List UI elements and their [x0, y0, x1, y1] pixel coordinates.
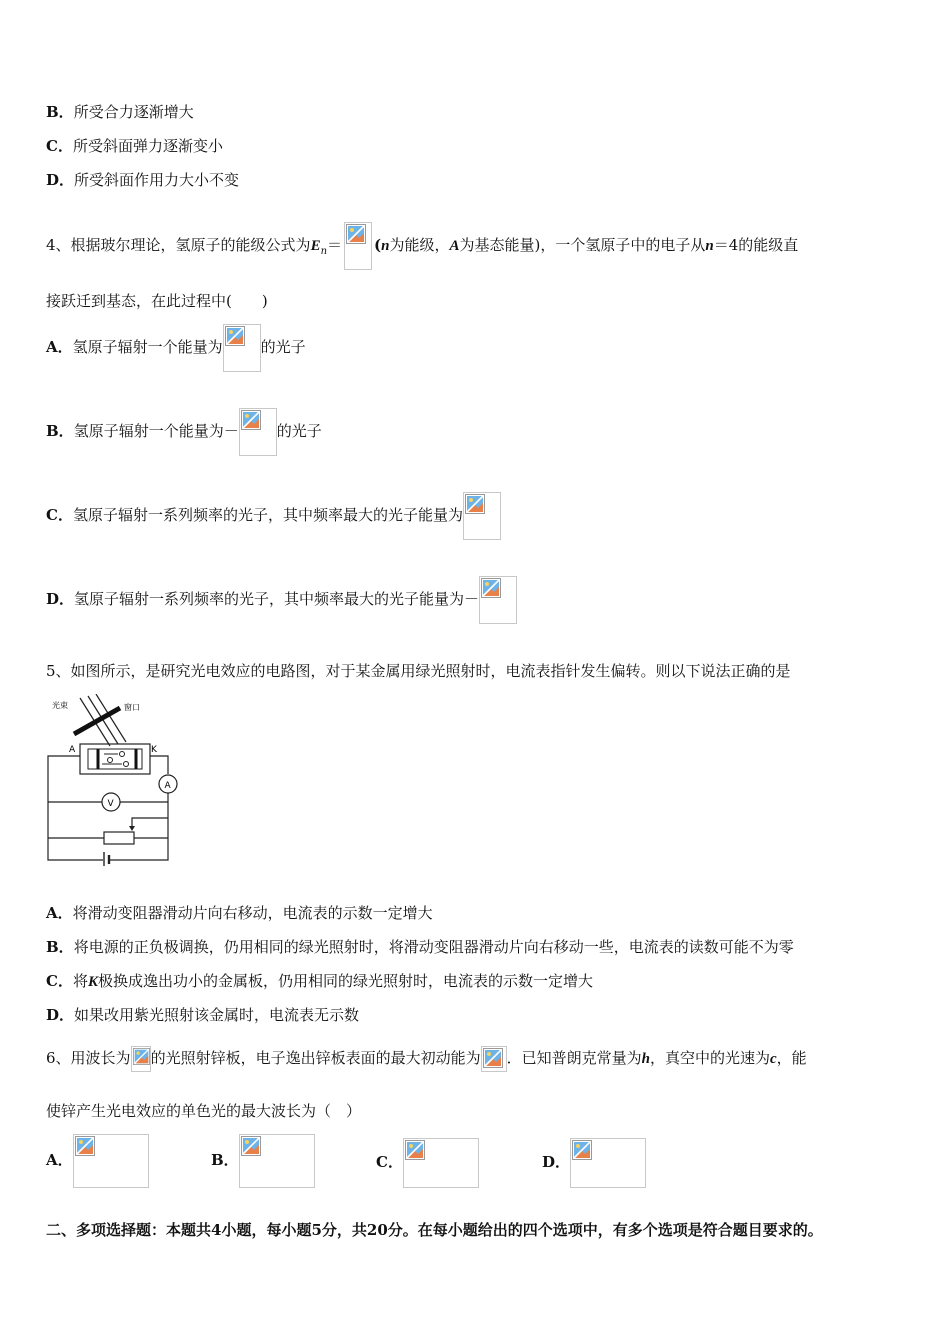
q4-stem-line2: 接跃迁到基态，在此过程中( ): [46, 292, 268, 310]
option-text: 所受斜面弹力逐渐变小: [72, 137, 223, 155]
option-text: 如果改用紫光照射该金属时，电流表无示数: [74, 1006, 360, 1024]
formula-image-placeholder: [131, 1046, 151, 1072]
option-text: 氢原子辐射一个能量为: [72, 338, 223, 356]
q5-text: 如图所示，是研究光电效应的电路图，对于某金属用绿光照射时，电流表指针发生偏转。则以下说法正确的是: [70, 662, 791, 680]
option-text: 将滑动变阻器滑动片向右移动，电流表的示数一定增大: [72, 904, 433, 922]
q6-stem-line1: [46, 1040, 807, 1077]
var-c: c: [769, 1051, 777, 1067]
label-a: A: [69, 745, 76, 755]
formula-image-placeholder: [239, 1134, 315, 1188]
broken-image-icon: [483, 1048, 503, 1068]
option-text: 将: [72, 972, 88, 990]
option-label: B．: [46, 103, 74, 121]
section-heading: 二、多项选择题：本题共4小题，每小题5分，共20分。在每小题给出的四个选项中，有多个选项是符合题目要求的。: [46, 1221, 823, 1239]
q5-option-a: [46, 903, 433, 923]
var-n: n: [381, 238, 390, 254]
option-label: B．: [211, 1151, 239, 1169]
q6-option-d: [542, 1136, 646, 1188]
prev-option-b: [46, 102, 194, 122]
prev-option-d: [46, 170, 239, 190]
broken-image-icon: [133, 1048, 150, 1065]
broken-image-icon: [572, 1140, 592, 1160]
option-label: D．: [46, 590, 75, 608]
electron: [124, 762, 129, 767]
q6-option-b: [211, 1132, 315, 1188]
electron: [108, 758, 113, 763]
option-label: D．: [46, 1006, 75, 1024]
slider-arrow: [129, 826, 135, 831]
slider-wire: [132, 818, 168, 826]
option-label: B．: [46, 422, 74, 440]
question-number: 5、: [46, 662, 71, 680]
wire-right: [150, 756, 168, 774]
question-number: 6、: [46, 1049, 71, 1067]
q6-option-a: [46, 1132, 149, 1188]
option-text: 将电源的正负极调换，仍用相同的绿光照射时，将滑动变阻器滑动片向右移动一些，电流表的读数可能不为零: [73, 938, 794, 956]
q6-text-a: 用波长为: [70, 1049, 131, 1067]
option-text: 氢原子辐射一系列频率的光子，其中频率最大的光子能量为: [72, 506, 463, 524]
rheostat: [104, 832, 134, 844]
var-e: E: [310, 238, 321, 254]
broken-image-icon: [405, 1140, 425, 1160]
option-text: 极换成逸出功小的金属板，仍用相同的绿光照射时，电流表的示数一定增大: [97, 972, 593, 990]
option-text-after: 的光子: [260, 338, 306, 356]
formula-image-placeholder: [344, 222, 372, 270]
option-label: D．: [46, 171, 75, 189]
formula-image-placeholder: [463, 492, 501, 540]
question-number: 4、: [46, 236, 71, 254]
var-n2: n: [705, 238, 714, 254]
q5-option-b: [46, 937, 794, 957]
formula-image-placeholder: [73, 1134, 149, 1188]
broken-image-icon: [225, 326, 245, 346]
option-label: A．: [46, 904, 73, 922]
q6-text-c: ．已知普朗克常量为: [506, 1049, 642, 1067]
option-text: 氢原子辐射一个能量为－: [73, 422, 239, 440]
q4-text-c: 为基态能量)，一个氢原子中的电子从: [459, 236, 706, 254]
option-text: 所受斜面作用力大小不变: [74, 171, 240, 189]
option-text: 氢原子辐射一系列频率的光子，其中频率最大的光子能量为－: [74, 590, 480, 608]
label-k: K: [151, 745, 157, 755]
formula-image-placeholder: [223, 324, 261, 372]
q6-text-b: 的光照射锌板，电子逸出锌板表面的最大初动能为: [150, 1049, 481, 1067]
option-label: A．: [46, 1151, 73, 1169]
q4-option-a: [46, 322, 306, 372]
paren-open: (: [374, 236, 382, 254]
q4-text-d: ＝4的能级直: [713, 236, 799, 254]
option-label: C．: [46, 972, 73, 990]
q6-text-e: ，能: [776, 1049, 807, 1067]
option-label: B．: [46, 938, 74, 956]
option-label: C．: [46, 506, 73, 524]
formula-image-placeholder: [403, 1138, 479, 1188]
var-h: h: [641, 1051, 650, 1067]
ammeter-label: A: [164, 781, 171, 791]
electron: [120, 752, 125, 757]
q4-text-a: 根据玻尔理论，氢原子的能级公式为: [70, 236, 311, 254]
broken-image-icon: [481, 578, 501, 598]
q6-text-d: ，真空中的光速为: [649, 1049, 770, 1067]
q4-text-b: 为能级，: [389, 236, 450, 254]
broken-image-icon: [465, 494, 485, 514]
q4-stem-line1: [46, 222, 798, 270]
broken-image-icon: [241, 1136, 261, 1156]
equals-sign: ＝: [327, 236, 343, 254]
option-label: A．: [46, 338, 73, 356]
label-light-beam: 光束: [52, 701, 68, 710]
var-a: A: [449, 238, 460, 254]
q4-option-d: [46, 574, 517, 624]
q6-stem-line2: 使锌产生光电效应的单色光的最大波长为（ ）: [46, 1102, 362, 1120]
tube-inner: [88, 749, 142, 769]
option-label: C．: [46, 137, 73, 155]
formula-image-placeholder: [481, 1046, 507, 1072]
formula-image-placeholder: [239, 408, 277, 456]
q5-stem: [46, 661, 791, 681]
option-text: 所受合力逐渐增大: [73, 103, 194, 121]
broken-image-icon: [346, 224, 366, 244]
var-k: K: [87, 974, 98, 990]
option-label: C．: [376, 1153, 403, 1171]
q4-option-b: [46, 406, 322, 456]
broken-image-icon: [241, 410, 261, 430]
photoelectric-circuit-diagram: [44, 694, 184, 866]
q4-option-c: [46, 490, 501, 540]
option-text-after: 的光子: [276, 422, 322, 440]
q5-option-c: [46, 971, 593, 992]
sub-n: n: [320, 246, 328, 257]
formula-image-placeholder: [570, 1138, 646, 1188]
broken-image-icon: [75, 1136, 95, 1156]
formula-image-placeholder: [479, 576, 517, 624]
label-window: 窗口: [124, 703, 140, 712]
q6-option-c: [376, 1136, 479, 1188]
voltmeter-label: V: [107, 799, 114, 809]
q5-option-d: [46, 1005, 359, 1025]
option-label: D．: [542, 1153, 571, 1171]
prev-option-c: [46, 136, 223, 156]
